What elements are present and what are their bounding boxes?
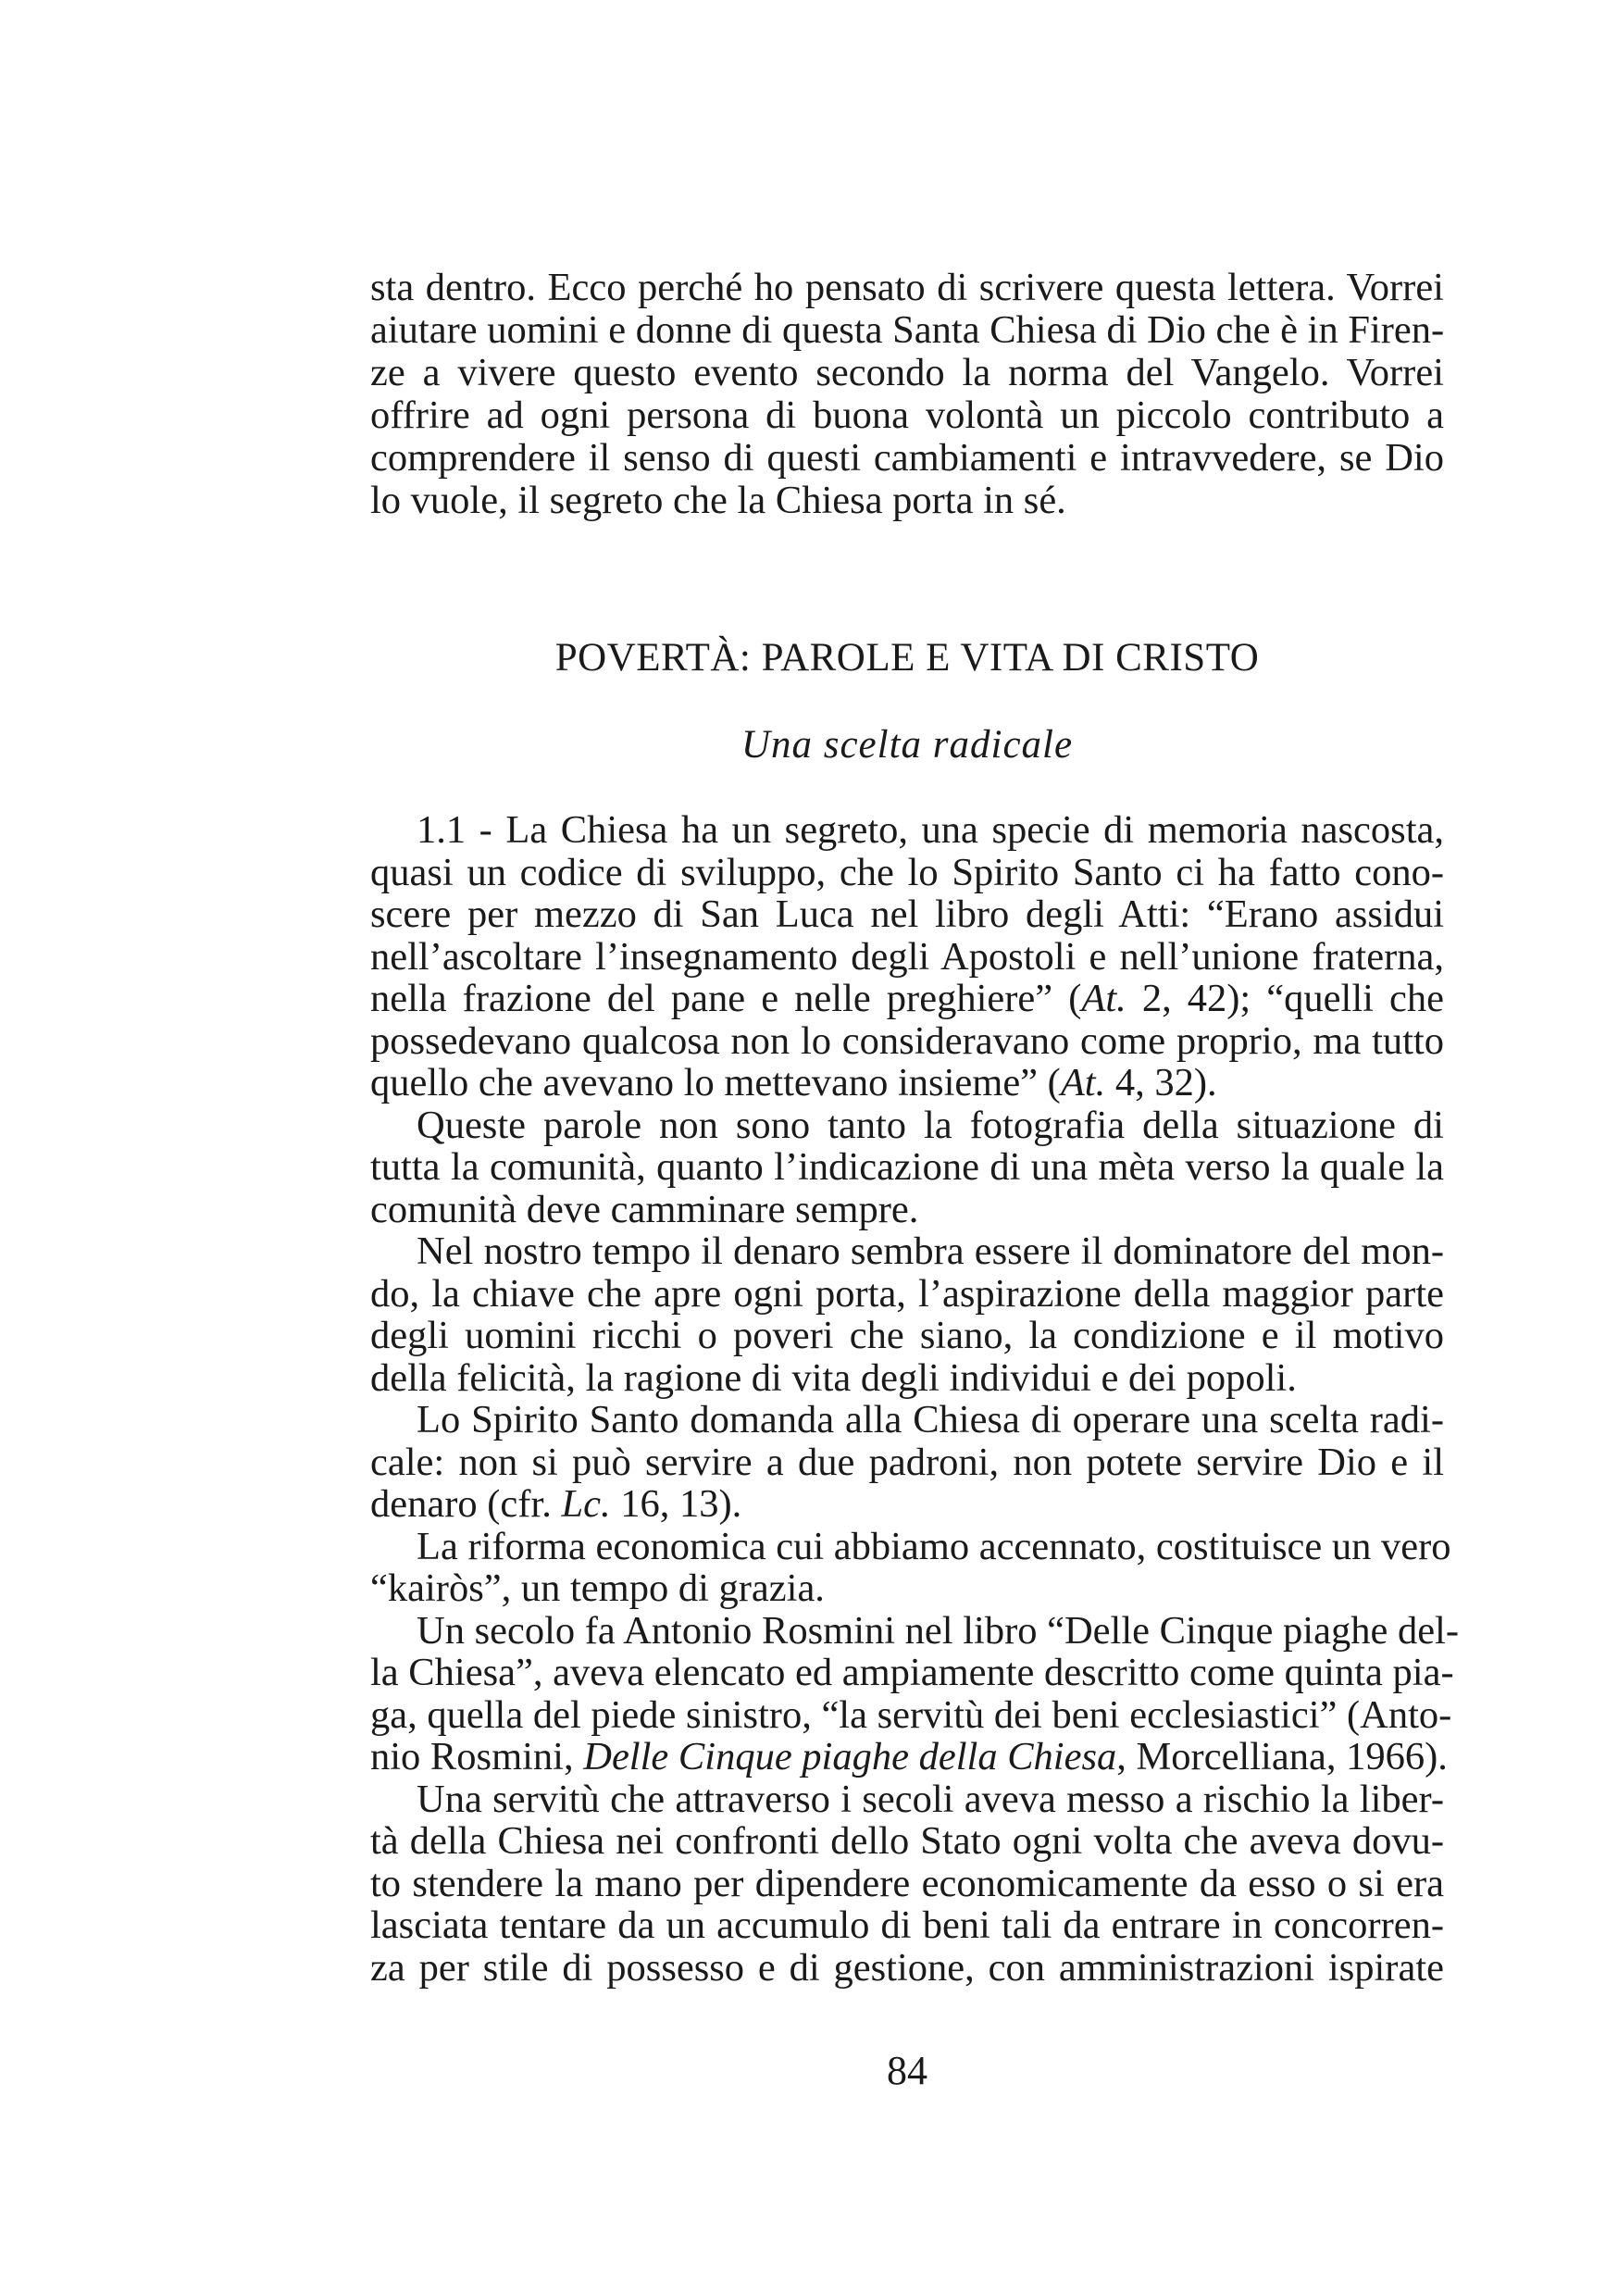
text-line: comunità deve camminare sempre. bbox=[370, 1187, 919, 1231]
text-line: nio Rosmini, Delle Cinque piaghe della Chiesa, Morcelliana, 1966). bbox=[370, 1735, 1448, 1778]
text-line: tutta la comunità, quanto l’indicazione di una mèta verso la quale la bbox=[370, 1145, 1444, 1189]
text-line: Nel nostro tempo il denaro sembra essere il dominatore del mon- bbox=[417, 1229, 1444, 1273]
text-line: quasi un codice di sviluppo, che lo Spirito Santo ci ha fatto cono- bbox=[370, 850, 1444, 894]
text-line: lo vuole, il segreto che la Chiesa porta in sé. bbox=[370, 479, 1066, 522]
text-line: do, la chiave che apre ogni porta, l’aspirazione della maggior parte bbox=[370, 1271, 1444, 1316]
section-subtitle: Una scelta radicale bbox=[741, 723, 1074, 767]
text-line: possedevano qualcosa non lo consideravano come proprio, ma tutto bbox=[370, 1018, 1444, 1063]
text-line: nella frazione del pane e nelle preghiere” (At. 2, 42); “quelli che bbox=[370, 977, 1445, 1020]
body-text bbox=[370, 808, 1460, 1990]
text-line: sta dentro. Ecco perché ho pensato di scrivere questa lettera. Vorrei bbox=[370, 266, 1444, 309]
intro-paragraph bbox=[370, 267, 1444, 522]
text-line: Queste parole non sono tanto la fotografia della situazione di bbox=[417, 1103, 1444, 1147]
text-line: comprendere il senso di questi cambiamenti e intravvedere, se Dio bbox=[370, 436, 1444, 480]
text-line: aiutare uomini e donne di questa Santa Chiesa di Dio che è in Firen- bbox=[370, 308, 1445, 352]
text-line: ga, quella del piede sinistro, “la servitù dei beni ecclesiastici” (Anto- bbox=[370, 1692, 1452, 1737]
section-title: POVERTÀ: PAROLE E VITA DI CRISTO bbox=[554, 636, 1260, 680]
text-line: nell’ascoltare l’insegnamento degli Apostoli e nell’unione fraterna, bbox=[370, 934, 1444, 979]
text-line: “kairòs”, un tempo di grazia. bbox=[370, 1566, 825, 1610]
text-line: cale: non si può servire a due padroni, non potete servire Dio e il bbox=[370, 1440, 1444, 1484]
text-line: to stendere la mano per dipendere economicamente da esso o si era bbox=[370, 1861, 1444, 1905]
text-line: scere per mezzo di San Luca nel libro degli Atti: “Erano assidui bbox=[370, 892, 1444, 936]
text-line: denaro (cfr. Lc. 16, 13). bbox=[370, 1482, 742, 1526]
text-line: lasciata tentare da un accumulo di beni tali da entrare in concorren- bbox=[370, 1903, 1444, 1947]
text-line: za per stile di possesso e di gestione, con amministrazioni ispirate bbox=[370, 1945, 1444, 1990]
text-line: Lo Spirito Santo domanda alla Chiesa di operare una scelta radi- bbox=[417, 1398, 1444, 1441]
text-line: della felicità, la ragione di vita degli individui e dei popoli. bbox=[370, 1355, 1297, 1400]
text-line: degli uomini ricchi o poveri che siano, la condizione e il motivo bbox=[370, 1314, 1444, 1357]
text-line: ze a vivere questo evento secondo la norma del Vangelo. Vorrei bbox=[370, 351, 1444, 394]
text-line: Un secolo fa Antonio Rosmini nel libro “Delle Cinque piaghe del- bbox=[417, 1608, 1460, 1653]
text-line: offrire ad ogni persona di buona volontà un piccolo contributo a bbox=[370, 393, 1444, 437]
text-line: La riforma economica cui abbiamo accennato, costituisce un vero bbox=[417, 1524, 1451, 1568]
text-line: Una servitù che attraverso i secoli aveva messo a rischio la liber- bbox=[417, 1777, 1444, 1821]
text-line: la Chiesa”, aveva elencato ed ampiamente descritto come quinta pia- bbox=[370, 1651, 1454, 1694]
page-number: 84 bbox=[887, 2048, 927, 2093]
text-line: quello che avevano lo mettevano insieme” (At. 4, 32). bbox=[370, 1061, 1217, 1104]
text-line: tà della Chiesa nei confronti dello Stato ogni volta che aveva dovu- bbox=[370, 1819, 1444, 1863]
text-line: 1.1 - La Chiesa ha un segreto, una specie di memoria nascosta, bbox=[417, 808, 1444, 852]
